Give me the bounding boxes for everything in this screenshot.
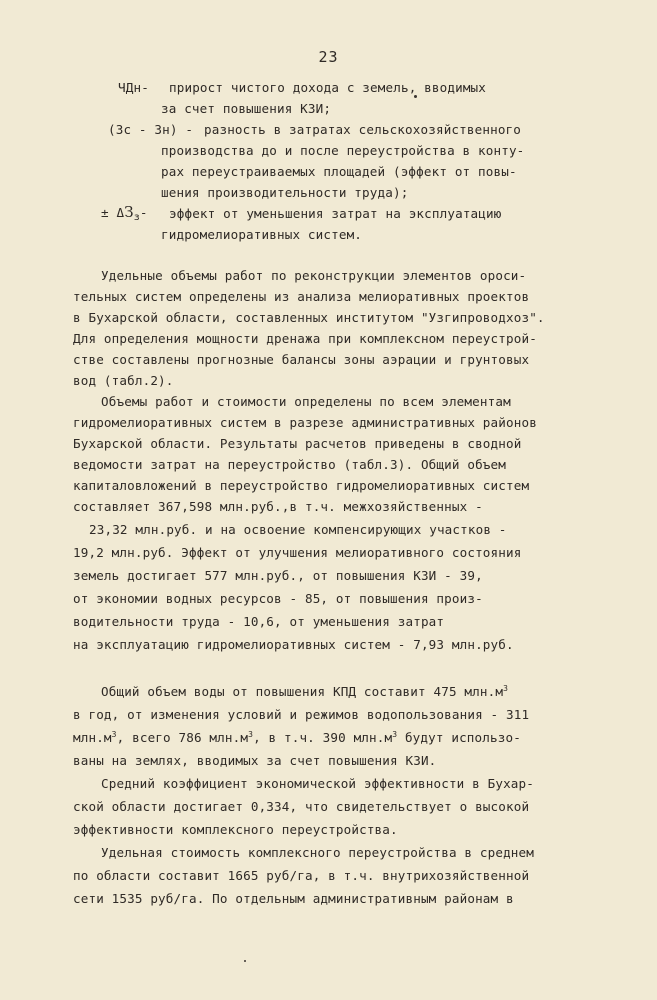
body-text-line: по области составит 1665 руб/га, в т.ч. внутрихозяйственной xyxy=(73,868,530,883)
body-text-line: 23,32 млн.руб. и на освоение компенсирующих участков - xyxy=(89,522,507,537)
legend-text-line: шения производительности труда); xyxy=(161,185,409,200)
page-number: 23 xyxy=(318,48,339,66)
legend-symbol-delta-z: ± $\Delta З_з-$ xyxy=(101,203,148,223)
body-text-line: ведомости затрат на переустройство (табл.3). Общий объем xyxy=(73,457,506,472)
body-text-line: тельных систем определены из анализа мелиоративных проектов xyxy=(73,289,530,304)
body-text-line: от экономии водных ресурсов - 85, от повышения произ- xyxy=(73,591,483,606)
body-text-line: в Бухарской области, составленных институтом "Узгипроводхоз". xyxy=(73,310,545,325)
legend-text-line: эффект от уменьшения затрат на эксплуатацию xyxy=(169,206,502,221)
body-text-line: Удельная стоимость комплексного переустройства в среднем xyxy=(101,845,534,860)
body-text-line: составляет 367,598 млн.руб.,в т.ч. межхозяйственных - xyxy=(73,499,483,514)
legend-symbol-zs-zn: (Зс - Зн) - xyxy=(108,122,194,137)
body-text-line: сети 1535 руб/га. По отдельным административным районам в xyxy=(73,891,514,906)
body-text-line: стве составлены прогнозные балансы зоны аэрации и грунтовых xyxy=(73,352,530,367)
body-text-line: Бухарской области. Результаты расчетов приведены в сводной xyxy=(73,436,522,451)
body-text-line: Удельные объемы работ по реконструкции элементов ороси- xyxy=(101,268,527,283)
body-text-line: земель достигает 577 млн.руб., от повышения КЗИ - 39, xyxy=(73,568,483,583)
ink-speck xyxy=(414,95,417,98)
body-text-line: Объемы работ и стоимости определены по всем элементам xyxy=(101,394,511,409)
body-text-line: на эксплуатацию гидромелиоративных систем - 7,93 млн.руб. xyxy=(73,637,514,652)
body-text-line: капиталовложений в переустройство гидромелиоративных систем xyxy=(73,478,530,493)
body-text-line: эффективности комплексного переустройства. xyxy=(73,822,398,837)
body-text-line: гидромелиоративных систем в разрезе административных районов xyxy=(73,415,537,430)
body-text-line: ваны на землях, вводимых за счет повышения КЗИ. xyxy=(73,753,437,768)
legend-text-line: рах переустраиваемых площадей (эффект от повы- xyxy=(161,164,517,179)
legend-text-line: производства до и после переустройства в конту- xyxy=(161,143,525,158)
body-text-line: ской области достигает 0,334, что свидетельствует о высокой xyxy=(73,799,530,814)
legend-text-line: за счет повышения КЗИ; xyxy=(161,101,332,116)
legend-text-line: гидромелиоративных систем. xyxy=(161,227,363,242)
body-text-line: Для определения мощности дренажа при комплексном переустрой- xyxy=(73,331,537,346)
body-text-line: 19,2 млн.руб. Эффект от улучшения мелиоративного состояния xyxy=(73,545,522,560)
legend-text-line: прирост чистого дохода с земель, вводимых xyxy=(169,80,487,95)
body-text-line: Общий объем воды от повышения КПД составит 475 $млн.м^3$ xyxy=(101,684,509,699)
body-text-line: в год, от изменения условий и режимов водопользования - 311 xyxy=(73,707,530,722)
legend-symbol-chdn: ЧДн- xyxy=(118,80,149,95)
body-text-line: водительности труда - 10,6, от уменьшения затрат xyxy=(73,614,445,629)
body-text-line: $млн.м^3$, всего 786 $млн.м^3$, в т.ч. 390 $млн.м^3$ будут использо- xyxy=(73,730,521,745)
body-text-line: Средний коэффициент экономической эффективности в Бухар- xyxy=(101,776,534,791)
body-text-line: вод (табл.2). xyxy=(73,373,174,388)
ink-speck xyxy=(244,960,246,962)
legend-text-line: разность в затратах сельскохозяйственного xyxy=(204,122,522,137)
